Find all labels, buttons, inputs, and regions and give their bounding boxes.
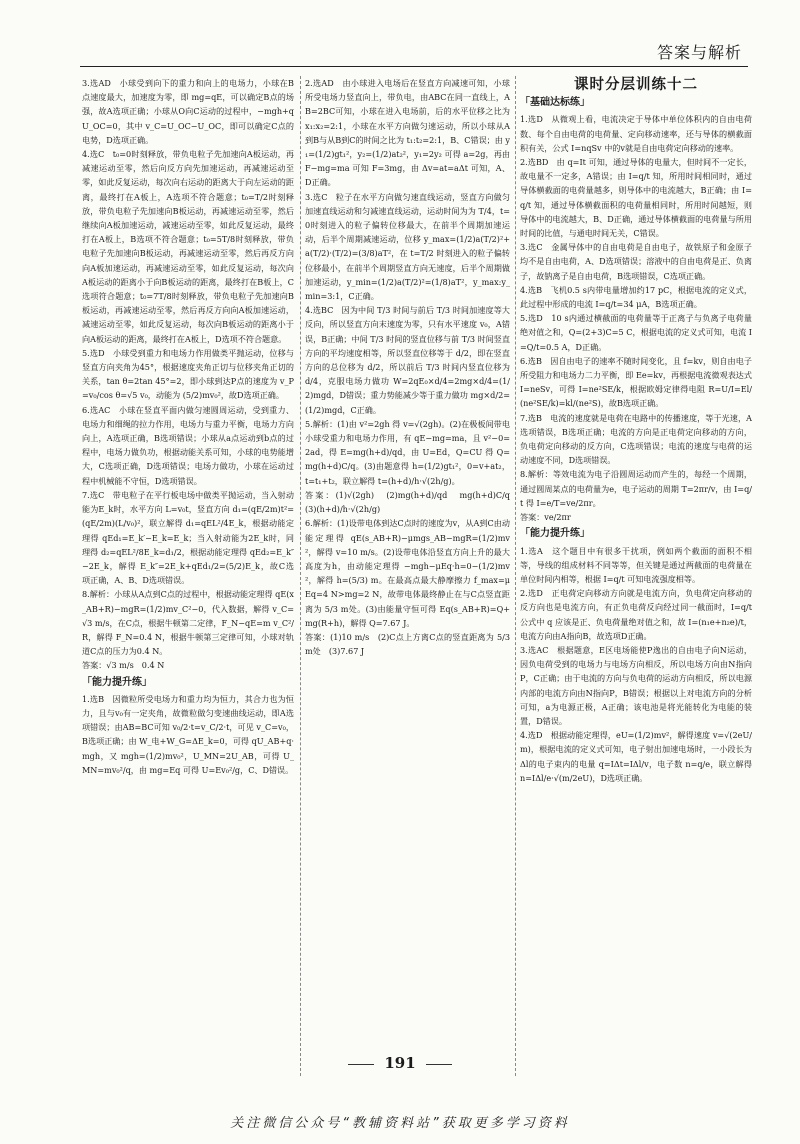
column-divider <box>515 76 516 1076</box>
page-number <box>0 1054 800 1072</box>
answer-paragraph: 答案：√3 m/s 0.4 N <box>82 660 165 671</box>
answer-paragraph: 7.选B 电流的速度就是电荷在电路中的传播速度，等于光速，A选项错误，B选项正确；电流的方向是正电荷定向移动的方向，负电荷定向移动的反方向，C选项错误；电流的速度与电荷的运动速度不同，D选项错误。 <box>520 412 752 466</box>
answer-paragraph: 5.选D 10 s内通过横截面的电荷量等于正离子与负离子电荷量绝对值之和，Q=(2+3)C=5 C，根据电流的定义式可知，电流 I=Q/t=0.5 A，D正确。 <box>520 313 752 352</box>
answer-paragraph: 2.选BD 由 q=It 可知，通过导体的电量大，但时间不一定长，故电量不一定多，A错误；由 I=q/t 知，所用时间相同时，通过导体横截面的电荷量越多，则导体中的电流越大，B正确；由 I=q/t 知，通过导体横截面积的电荷量相同时，所用时间越短，则导体中的电流越大，B、D正确，通过导体横截面的电荷量与所用时间的比值，与通电时间无关，C错误。 <box>520 157 752 239</box>
answer-paragraph: 4.选C t₀=0时刻释放，带负电粒子先加速向A板运动，再减速运动至零，然后向反方向先加速运动，再减速运动至零，如此反复运动，每次向右运动的距离大于向左运动的距离，最终打在A板上，A选项不符合题意；t₀=T/2时刻释放，带负电粒子先加速向B板运动，再减速运动至零，然后继续向A板加速运动，减速运动至零，如此反复运动，最终打在A板上，B选项不符合题意；t₀=5T/8时刻释放，带负电粒子先加速向B板运动，再减速运动至零，然后再反方向向A板加速运动，再减速运动至零，如此反复运动，每次向A板运动的距离小于向B板运动的距离，最终打在B板上，C选项符合题意；t₀=7T/8时刻释放，带负电粒子先加速向B板运动，再减速运动至零，然后再反方向向A板加速运动，减速运动至零，如此反复运动，每次向B板运动的距离小于向A板运动的距离，最终打在A板上，D选项不符合题意。 <box>82 149 294 344</box>
answer-paragraph: 2.选AD 由小球进入电场后在竖直方向减速可知，小球所受电场力竖直向上，带负电，由ABC在同一直线上，AB=2BC可知，小球在进入电场前，后的水平位移之比为 x₁:x₂=2:1，小球在水平方向做匀速运动，所以小球从A到B与从B到C的时间之比为 t₁:t₂=2:1，B、C错误；由 y₁=(1/2)gt₁²，y₂=(1/2)at₂²，y₁=2y₂ 可得 a=2g，再由 F−mg=ma 可知 F=3mg，由 Δv=at=aΔt 可知，A、D正确。 <box>305 78 510 188</box>
answer-paragraph: 5.选D 小球受到重力和电场力作用做类平抛运动，位移与竖直方向夹角为45°，根据速度夹角正切与位移夹角正切的关系，tan θ=2tan 45°=2，即小球到达P点的速度为 v_P=v₀/cos θ=√5 v₀，动能为 (5/2)mv₀²，故D选项正确。 <box>82 347 294 401</box>
header-title: 答案与解析 <box>656 43 742 62</box>
page-header <box>0 0 800 72</box>
answer-paragraph: 2.选D 正电荷定向移动方向就是电流方向，负电荷定向移动的反方向也是电流方向，有正负电荷反向经过同一截面时，I=q/t 公式中 q 应该是正、负电荷量绝对值之和，故 I=(n₁e+n₂e)/t，电流方向由A指向B，故选项D正确。 <box>520 588 752 641</box>
footer-note: 关注微信公众号“教辅资料站”获取更多学习资料 <box>230 1116 570 1131</box>
answer-paragraph: 3.选C 粒子在水平方向做匀速直线运动，竖直方向做匀加速直线运动和匀减速直线运动，运动时间为为 T/4，t=0时刻进入的粒子偏转位移最大，在前半个周期加速运动，后半个周期减速运动，位移 y_max=(1/2)a(T/2)²+a(T/2)·(T/2)=(3/8)aT²，在 t=T/2 时刻进入的粒子偏转位移最小，在前半个周期竖直方向无速度，后半个周期做加速运动，y_min=(1/2)a(T/2)²=(1/8)aT²，y_max:y_min=3:1，C正确。 <box>305 191 510 302</box>
answer-paragraph: 答案：(1)10 m/s (2)C点上方离C点的竖直距离为 5/3 m处 (3)7.67 J <box>305 631 510 657</box>
answer-paragraph: 8.解析：小球从A点到C点的过程中，根据动能定理得 qE(x_AB+R)−mgR=(1/2)mv_C²−0，代入数据，解得 v_C=√3 m/s，在C点，根据牛顿第二定律，F_N−qE=m v_C²/R，解得 F_N=0.4 N，根据牛顿第三定律可知，小球对轨道C点的压力为0.4 N。 <box>82 589 294 657</box>
section-heading: 「能力提升练」 <box>82 676 152 688</box>
column-right <box>520 76 752 1084</box>
answer-paragraph: 4.选BC 因为中间 T/3 时间与前后 T/3 时间加速度等大反向，所以竖直方向末速度为零，只有水平速度 v₀，A错误，B正确；中间 T/3 时间的竖直位移与前 T/3 时间竖直方向的平均速度相等，所以竖直位移等于 d/2，即在竖直方向的总位移为 d/2，所以前后 T/3 时间内竖直位移为 d/4，克服电场力做功 W=2qE₀×d/4=2mg×d/4=(1/2)mgd，D错误；重力势能减少等于重力做功 mg×d/2=(1/2)mgd，C正确。 <box>305 305 510 415</box>
column-middle <box>305 76 519 1084</box>
answer-paragraph: 答案：(1)√(2gh) (2)mg(h+d)/qd mg(h+d)C/q (3)(h+d)/h·√(2h/g) <box>305 489 519 515</box>
page-number-text: 191 <box>384 1054 416 1072</box>
answer-paragraph: 1.选A 这个题目中有很多干扰项，例如两个截面的面积不相等，导线的组成材料不同等等，但关键是通过两截面的电荷量在单位时间内相等，根据 I=q/t 可知电流强度相等。 <box>520 545 752 584</box>
lesson-title: 课时分层训练十二 <box>574 77 698 93</box>
answer-paragraph: 6.选AC 小球在竖直平面内做匀速圆周运动，受到重力、电场力和细绳的拉力作用，电场力与重力平衡，电场力方向向上，A选项正确，B选项错误；小球从a点运动到b点的过程中，电场力做负功，根据动能关系可知，小球的电势能增大，C选项正确，D选项错误；电场力做功，小球在运动过程中机械能不守恒，D选项错误。 <box>82 404 294 486</box>
page-number-dash <box>426 1064 452 1065</box>
answer-paragraph: 3.选AC 根据题意，E区电场能使P逸出的自由电子向N运动，因负电荷受到的电场力与电场方向相反，所以电场方向由N指向P，C正确；由于电流的方向与负电荷的运动方向相反，所以电源内部的电流方向由N指向P，B错误；根据以上对电流方向的分析可知，a为电源正极，A正确；该电池是将光能转化为电能的装置，D错误。 <box>520 644 752 726</box>
answer-paragraph: 5.解析：(1)由 v²=2gh 得 v=√(2gh)。(2)在极板间带电小球受重力和电场力作用，有 qE−mg=ma，且 v²−0=2ad，得 E=mg(h+d)/qd，由 U=Ed，Q=CU 得 Q=mg(h+d)C/q。(3)由题意得 h=(1/2)gt₁²，0=v+at₂，t=t₁+t₂，联立解得 t=(h+d)/h·√(2h/g)。 <box>305 418 510 486</box>
answer-paragraph: 答案：ve/2πr <box>520 512 571 523</box>
answer-paragraph: 1.选B 因微粒所受电场力和重力均为恒力，其合力也为恒力，且与v₀有一定夹角，故微粒做匀变速曲线运动，即A选项错误；由AB=BC可知 v₀/2·t=v_C/2·t，可见 v_C=v₀，B选项正确；由 W_电+W_G=ΔE_k=0，可得 qU_AB+q·mgh，又 mgh=(1/2)mv₀²，U_MN=2U_AB，可得 U_MN=mv₀²/q，由 mg=Eq 可得 U=Ev₀²/g，C、D错误。 <box>82 693 294 775</box>
column-left <box>82 76 294 1084</box>
answer-paragraph: 6.解析：(1)设带电体到达C点时的速度为v，从A到C由动能定理得 qE(s_AB+R)−μmgs_AB−mgR=(1/2)mv²，解得 v=10 m/s。(2)设带电体沿竖直方向上升的最大高度为h，由动能定理得 −mgh−μEq·h=0−(1/2)mv²，解得 h=(5/3) m。在最高点最大静摩擦力 f_max=μEq=4 N>mg=2 N，故带电体最终静止在与C点竖直距离为 5/3 m处。(3)由能量守恒可得 Eq(s_AB+R)=Q+mg(R+h)，解得 Q=7.67 J。 <box>305 518 510 628</box>
header-rule <box>80 66 748 67</box>
section-heading: 「能力提升练」 <box>520 528 590 540</box>
answer-paragraph: 6.选B 因自由电子的速率不随时间变化，且 f=kv，则自由电子所受阻力和电场力二力平衡，即 Ee=kv，再根据电流微观表达式 I=neSv，可得 I=ne²SE/k，根据欧姆定律得电阻 R=U/I=El/(ne²SE/k)=kl/(ne²S)，故B选项正确。 <box>520 355 752 409</box>
answer-paragraph: 1.选D 从微观上看，电流决定于导体中单位体积内的自由电荷数、每个自由电荷的电荷量、定向移动速率，还与导体的横截面积有关，公式 I=nqSv 中的v就是自由电荷定向移动的速率。 <box>520 114 752 153</box>
answer-paragraph: 3.选C 金属导体中的自由电荷是自由电子，故铁原子和金原子均不是自由电荷，A、D选项错误；溶液中的自由电荷是正、负离子，故钠离子是自由电荷，B选项错误，C选项正确。 <box>520 242 752 281</box>
section-heading: 「基础达标练」 <box>520 97 590 109</box>
answer-paragraph: 3.选AD 小球受到向下的重力和向上的电场力，小球在B点速度最大，加速度为零，即 mg=qE，可以确定B点的场强，故A选项正确；小球从O向C运动的过程中，−mgh+qU_OC=0，其中 v_C=U_OC−U_OC，即可以确定C点的电势，D选项正确。 <box>82 78 294 145</box>
page-number-dash <box>348 1064 374 1065</box>
column-divider <box>300 76 301 1076</box>
answer-paragraph: 7.选C 带电粒子在平行板电场中做类平抛运动，当入射动能为E_k时，水平方向 L=v₀t，竖直方向 d₁=(qE/2m)t²=(qE/2m)(L/v₀)²，联立解得 d₁=qEL²/4E_k，根据动能定理得 qEd₁=E_k′−E_k=E_k；当入射动能为2E_k时，同理得 d₂=qEL²/8E_k=d₁/2，根据动能定理得 qEd₂=E_k″−2E_k，解得 E_k″=2E_k+qEd₁/2=(5/2)E_k，故C选项正确，A、B、D选项错误。 <box>82 489 294 586</box>
answer-paragraph: 8.解析：等效电流为电子沿圆周运动而产生的，每经一个周期，通过圆周某点的电荷量为e，电子运动的周期 T=2πr/v，由 I=q/t 得 I=e/T=ve/2πr。 <box>520 469 752 508</box>
answer-paragraph: 4.选B 飞机0.5 s内带电量增加约17 pC，根据电流的定义式，此过程中形成的电流 I=q/t=34 μA，B选项正确。 <box>520 284 752 310</box>
answer-paragraph: 4.选D 根据动能定理得，eU=(1/2)mv²，解得速度 v=√(2eU/m)，根据电流的定义式可知，电子射出加速电场时，一小段长为Δl的电子束内的电量 q=IΔt=IΔl/v，电子数 n=q/e，联立解得 n=IΔl/e·√(m/2eU)，D选项正确。 <box>520 730 752 783</box>
